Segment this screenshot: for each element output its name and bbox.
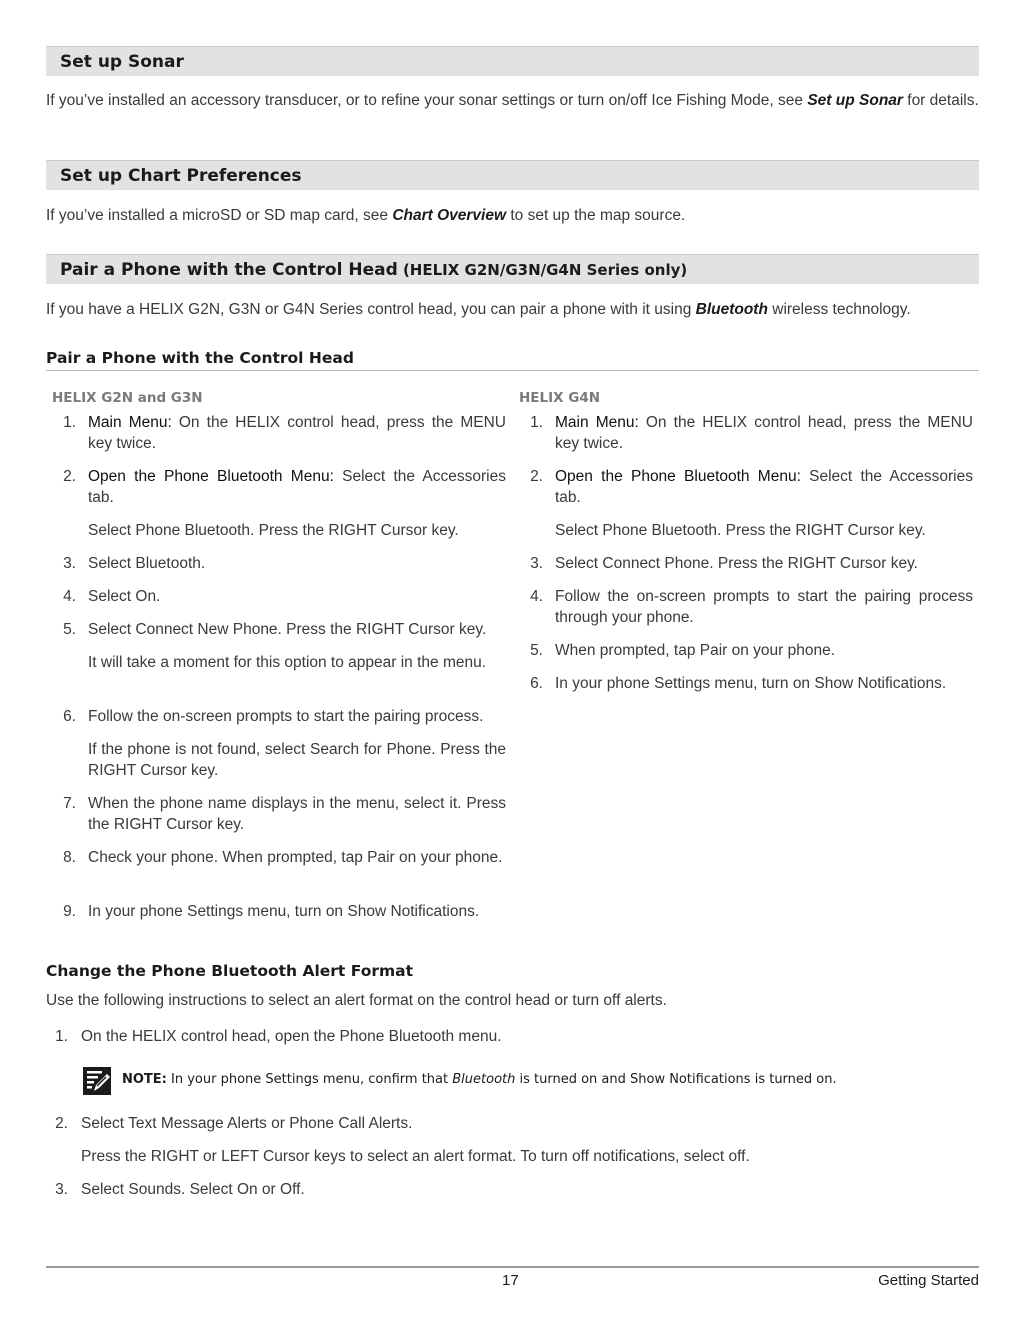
pair-title-main: Pair a Phone with the Control Head	[60, 260, 398, 280]
step-label: Main Menu:	[88, 414, 172, 431]
step-text: Follow the on-screen prompts to start the pairing process through your phone.	[555, 588, 973, 626]
step-body: Select the Accessories tab.	[555, 468, 973, 506]
note-pencil-icon	[82, 1066, 112, 1096]
step-label: Main Menu:	[555, 414, 639, 431]
step-label: Open the Phone Bluetooth Menu:	[88, 468, 334, 485]
step-number: 1.	[530, 414, 543, 431]
step-subtext: Press the RIGHT or LEFT Cursor keys to select an alert format. To turn off notifications, select off.	[81, 1148, 750, 1165]
step-text: Select Connect New Phone. Press the RIGHT Cursor key.	[88, 621, 487, 638]
step-text: Select Text Message Alerts or Phone Call Alerts.	[81, 1115, 413, 1132]
chart-body	[46, 205, 979, 226]
chart-body-text-end: to set up the map source.	[506, 207, 686, 224]
step-number: 6.	[63, 708, 76, 725]
note-bluetooth-term: Bluetooth	[452, 1072, 516, 1087]
step-number: 4.	[63, 588, 76, 605]
step-number: 8.	[63, 849, 76, 866]
section-bar-chart	[46, 160, 979, 190]
footer-section-name: Getting Started	[878, 1272, 979, 1289]
step-number: 1.	[63, 414, 76, 431]
step-text: Select Sounds. Select On or Off.	[81, 1181, 305, 1198]
step-number: 2.	[63, 468, 76, 485]
step-subtext: It will take a moment for this option to appear in the menu.	[88, 654, 487, 671]
step-subtext: Select Phone Bluetooth. Press the RIGHT Cursor key.	[88, 522, 459, 539]
section-title-sonar: Set up Sonar	[60, 52, 184, 72]
step-number: 1.	[55, 1028, 68, 1045]
step-body: On the HELIX control head, press the MENU key twice.	[88, 414, 506, 452]
step-text: Check your phone. When prompted, tap Pair on your phone.	[88, 849, 503, 866]
step-text: Select Connect Phone. Press the RIGHT Cursor key.	[555, 555, 918, 572]
pair-body	[46, 299, 979, 320]
chart-body-text: If you’ve installed a microSD or SD map card, see	[46, 207, 393, 224]
step-number: 2.	[55, 1115, 68, 1132]
note-text	[122, 1072, 837, 1087]
note-label: NOTE:	[122, 1072, 167, 1087]
step-text	[88, 466, 506, 508]
step-number: 3.	[63, 555, 76, 572]
section-title-chart: Set up Chart Preferences	[60, 166, 302, 186]
step-text: Select On.	[88, 588, 161, 605]
step-text: In your phone Settings menu, turn on Show Notifications.	[88, 903, 480, 920]
step-number: 9.	[63, 903, 76, 920]
step-number: 3.	[530, 555, 543, 572]
step-text: In your phone Settings menu, turn on Show Notifications.	[555, 675, 947, 692]
step-body: Select the Accessories tab.	[88, 468, 506, 506]
subheading-rule	[46, 370, 979, 371]
bluetooth-term: Bluetooth	[695, 301, 768, 318]
footer-rule	[46, 1266, 979, 1268]
note-text-end: is turned on and Show Notifications is turned on.	[515, 1072, 837, 1087]
pair-body-text-end: wireless technology.	[767, 301, 911, 318]
set-up-sonar-link[interactable]: Set up Sonar	[807, 92, 903, 109]
section-bar-sonar	[46, 46, 979, 76]
step-subtext: Select Phone Bluetooth. Press the RIGHT Cursor key.	[555, 522, 926, 539]
pair-body-text: If you have a HELIX G2N, G3N or G4N Series control head, you can pair a phone with it using	[46, 301, 696, 318]
step-number: 5.	[530, 642, 543, 659]
step-text: When the phone name displays in the menu, select it. Press the RIGHT Cursor key.	[88, 795, 506, 833]
note-callout	[82, 1066, 979, 1100]
step-number: 7.	[63, 795, 76, 812]
chart-overview-link[interactable]: Chart Overview	[392, 207, 507, 224]
pair-subheading: Pair a Phone with the Control Head	[46, 349, 354, 367]
step-number: 5.	[63, 621, 76, 638]
step-text: Select Bluetooth.	[88, 555, 206, 572]
section-title-pair	[60, 260, 687, 280]
step-number: 3.	[55, 1181, 68, 1198]
step-text	[88, 412, 506, 454]
step-body: On the HELIX control head, press the MENU key twice.	[555, 414, 973, 452]
section-bar-pair	[46, 254, 979, 284]
alert-intro: Use the following instructions to select an alert format on the control head or turn off alerts.	[46, 992, 667, 1009]
step-label: Open the Phone Bluetooth Menu:	[555, 468, 801, 485]
step-text: Follow the on-screen prompts to start the pairing process.	[88, 708, 484, 725]
step-number: 6.	[530, 675, 543, 692]
step-text: When prompted, tap Pair on your phone.	[555, 642, 836, 659]
sonar-body-text: If you’ve installed an accessory transducer, or to refine your sonar settings or turn on/off Ice Fishing Mode, see	[46, 92, 808, 109]
step-text: On the HELIX control head, open the Phone Bluetooth menu.	[81, 1028, 502, 1045]
step-text	[555, 412, 973, 454]
pair-title-suffix: (HELIX G2N/G3N/G4N Series only)	[397, 261, 688, 279]
note-text-start: In your phone Settings menu, confirm that	[166, 1072, 453, 1087]
alert-subheading: Change the Phone Bluetooth Alert Format	[46, 962, 414, 980]
step-number: 2.	[530, 468, 543, 485]
step-text	[555, 466, 973, 508]
right-column-heading: HELIX G4N	[519, 390, 601, 406]
left-column-heading: HELIX G2N and G3N	[52, 390, 203, 406]
sonar-body	[46, 90, 979, 111]
page-number: 17	[502, 1272, 519, 1289]
step-subtext: If the phone is not found, select Search for Phone. Press the RIGHT Cursor key.	[88, 741, 506, 779]
step-number: 4.	[530, 588, 543, 605]
sonar-body-text-end: for details.	[902, 92, 979, 109]
